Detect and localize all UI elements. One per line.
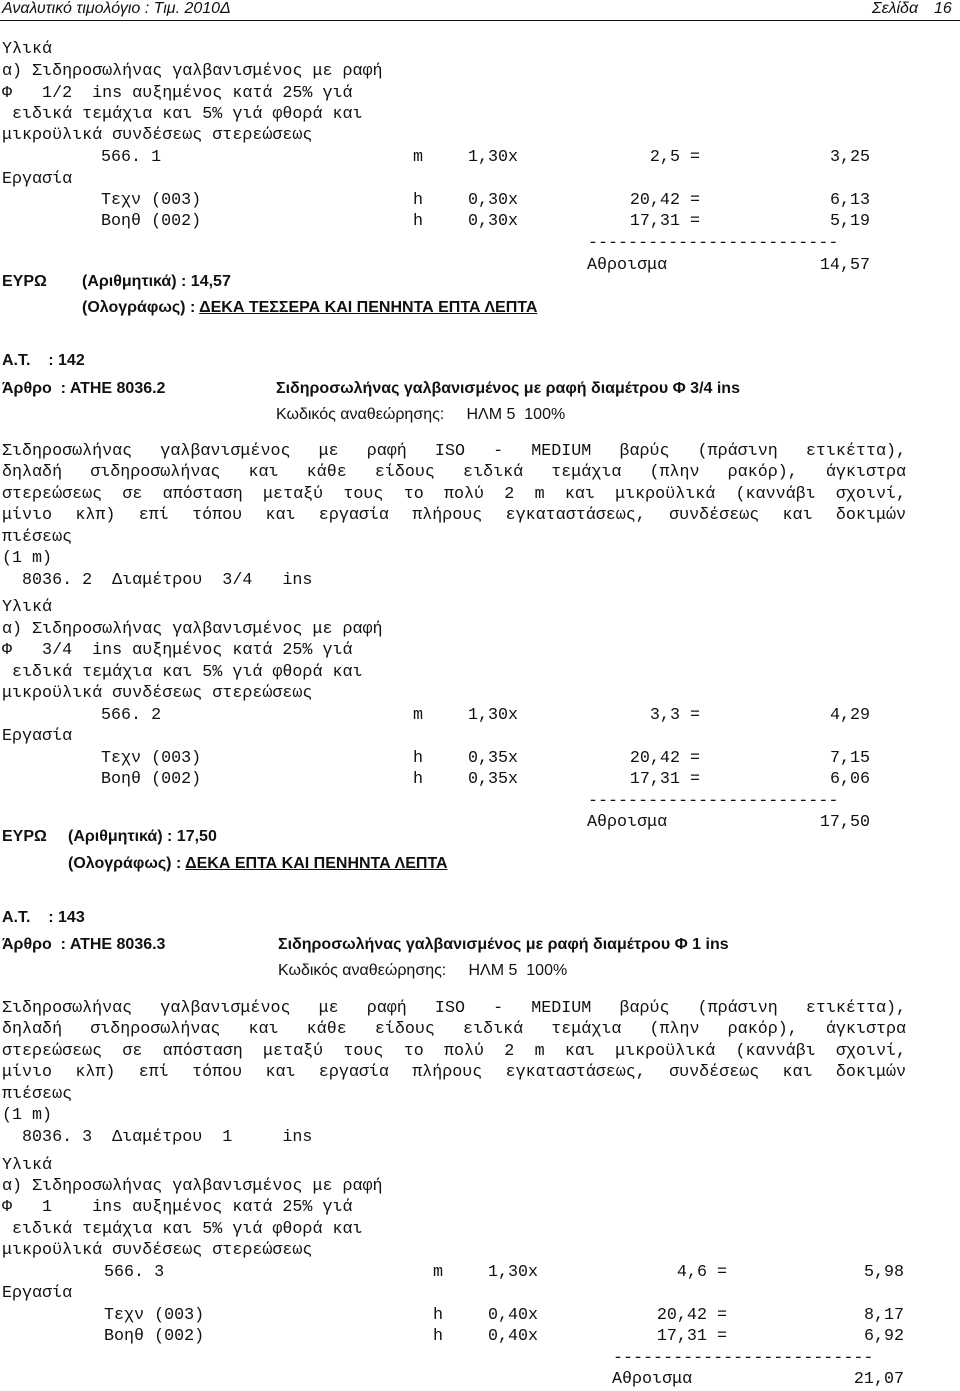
header-rule — [0, 20, 960, 21]
labor-code: Βοηθ (002) — [104, 1327, 205, 1346]
labor-unit: h — [413, 191, 424, 210]
labor-qty: 0,35x — [468, 770, 519, 789]
material-qty: 1,30x — [468, 148, 519, 167]
labor-total: 5,19 — [829, 212, 870, 231]
labor-code: Τεχν (003) — [101, 191, 202, 210]
description-line: Σιδηροσωλήνας γαλβανισμένος με ραφή ISO - MEDIUM βαρύς (πράσινη ετικέττα), — [2, 442, 906, 461]
description-line: δηλαδή σιδηροσωλήνας και κάθε είδους ειδικά τεμάχια (πλην ρακόρ), άγκιστρα — [2, 463, 906, 482]
material-line: α) Σιδηροσωλήνας γαλβανισμένος με ραφή — [2, 62, 383, 81]
material-qty: 1,30x — [468, 706, 519, 725]
labor-code: Τεχν (003) — [101, 749, 202, 768]
item-title: Σιδηροσωλήνας γαλβανισμένος με ραφή διαμέτρου Φ 1 ins — [278, 936, 729, 953]
labor-qty: 0,30x — [468, 212, 519, 231]
labor-price: 17,31 = — [656, 1327, 727, 1346]
sum-rule: ------------------------- — [588, 792, 839, 811]
description-line: στερεώσεως σε απόσταση μεταξύ τους το πολύ 2 m και μικροϋλικά (καννάβι σχοινί, — [2, 1042, 906, 1061]
sum-value: 17,50 — [819, 813, 870, 832]
description-line: Σιδηροσωλήνας γαλβανισμένος με ραφή ISO - MEDIUM βαρύς (πράσινη ετικέττα), — [2, 999, 906, 1018]
material-line: ειδικά τεμάχια και 5% γιά φθορά και — [2, 105, 363, 124]
page-number: 16 — [934, 0, 952, 17]
description-line: μίνιο κλπ) επί τόπου και εργασία πλήρους εγκαταστάσεως, συνδέσεως και δοκιμών — [2, 1063, 906, 1082]
labor-unit: h — [433, 1306, 444, 1325]
item-article: Άρθρο : ΑΤΗΕ 8036.3 — [2, 936, 166, 953]
material-line: μικροϋλικά συνδέσεως στερεώσεως — [2, 1241, 313, 1260]
description-line: μίνιο κλπ) επί τόπου και εργασία πλήρους εγκαταστάσεως, συνδέσεως και δοκιμών — [2, 506, 906, 525]
labor-qty: 0,30x — [468, 191, 519, 210]
material-line: ειδικά τεμάχια και 5% γιά φθορά και — [2, 663, 363, 682]
price-words — [68, 855, 448, 873]
material-line: α) Σιδηροσωλήνας γαλβανισμένος με ραφή — [2, 1177, 383, 1196]
labor-price: 20,42 = — [656, 1306, 727, 1325]
labor-unit: h — [413, 212, 424, 231]
price-words — [82, 299, 537, 317]
description-line: δηλαδή σιδηροσωλήνας και κάθε είδους ειδικά τεμάχια (πλην ρακόρ), άγκιστρα — [2, 1020, 906, 1039]
sum-label: Αθροισμα — [587, 813, 668, 832]
labor-price: 20,42 = — [629, 191, 700, 210]
page-label: Σελίδα — [872, 0, 919, 17]
material-total: 5,98 — [863, 1263, 904, 1282]
material-line: Φ 1 ins αυξημένος κατά 25% γιά — [2, 1198, 353, 1217]
item-title: Σιδηροσωλήνας γαλβανισμένος με ραφή διαμέτρου Φ 3/4 ins — [276, 380, 740, 397]
labor-price: 17,31 = — [629, 770, 700, 789]
material-price: 4,6 = — [676, 1263, 727, 1282]
price-numeric: (Αριθμητικά) : 17,50 — [68, 828, 217, 845]
labor-price: 17,31 = — [629, 212, 700, 231]
currency-label: ΕΥΡΩ — [2, 828, 47, 845]
subitem-line: 8036. 2 Διαμέτρου 3/4 ins — [2, 571, 313, 590]
material-qty: 1,30x — [488, 1263, 539, 1282]
document-header-title: Αναλυτικό τιμολόγιο : Τιμ. 2010Δ — [2, 0, 231, 17]
material-price: 2,5 = — [649, 148, 700, 167]
sum-value: 21,07 — [853, 1370, 904, 1389]
sum-label: Αθροισμα — [587, 256, 668, 275]
item-revision: Κωδικός αναθεώρησης: ΗΛΜ 5 100% — [278, 962, 568, 979]
sum-rule: -------------------------- — [613, 1349, 874, 1368]
price-words-value: ΔΕΚΑ ΤΕΣΣΕΡΑ ΚΑΙ ΠΕΝΗΝΤΑ ΕΠΤΑ ΛΕΠΤΑ — [199, 299, 538, 316]
price-words-value: ΔΕΚΑ ΕΠΤΑ ΚΑΙ ΠΕΝΗΝΤΑ ΛΕΠΤΑ — [185, 855, 448, 872]
item-revision: Κωδικός αναθεώρησης: ΗΛΜ 5 100% — [276, 406, 566, 423]
description-line: στερεώσεως σε απόσταση μεταξύ τους το πολύ 2 m και μικροϋλικά (καννάβι σχοινί, — [2, 485, 906, 504]
labor-unit: h — [433, 1327, 444, 1346]
description-line: πιέσεως — [2, 528, 73, 547]
material-unit: m — [433, 1263, 444, 1282]
labor-label: Εργασία — [2, 727, 73, 746]
price-words-prefix: (Ολογράφως) : — [68, 855, 186, 872]
unit-line: (1 m) — [2, 1106, 53, 1125]
labor-qty: 0,40x — [488, 1306, 539, 1325]
material-line: μικροϋλικά συνδέσεως στερεώσεως — [2, 684, 313, 703]
labor-total: 6,92 — [863, 1327, 904, 1346]
material-code: 566. 2 — [101, 706, 162, 725]
labor-unit: h — [413, 770, 424, 789]
labor-label: Εργασία — [2, 1284, 73, 1303]
materials-label: Υλικά — [2, 40, 53, 59]
sum-value: 14,57 — [819, 256, 870, 275]
labor-code: Βοηθ (002) — [101, 212, 202, 231]
unit-line: (1 m) — [2, 549, 53, 568]
materials-label: Υλικά — [2, 1156, 53, 1175]
price-numeric: (Αριθμητικά) : 14,57 — [82, 273, 231, 290]
item-number: Α.Τ. : 142 — [2, 352, 85, 369]
labor-qty: 0,35x — [468, 749, 519, 768]
labor-price: 20,42 = — [629, 749, 700, 768]
material-line: Φ 1/2 ins αυξημένος κατά 25% γιά — [2, 84, 353, 103]
sum-rule: ------------------------- — [588, 234, 839, 253]
material-price: 3,3 = — [649, 706, 700, 725]
labor-total: 6,06 — [829, 770, 870, 789]
item-number: Α.Τ. : 143 — [2, 909, 85, 926]
item-article: Άρθρο : ΑΤΗΕ 8036.2 — [2, 380, 166, 397]
labor-code: Βοηθ (002) — [101, 770, 202, 789]
material-line: ειδικά τεμάχια και 5% γιά φθορά και — [2, 1220, 363, 1239]
description-line: πιέσεως — [2, 1085, 73, 1104]
material-total: 3,25 — [829, 148, 870, 167]
labor-label: Εργασία — [2, 170, 73, 189]
labor-code: Τεχν (003) — [104, 1306, 205, 1325]
currency-label: ΕΥΡΩ — [2, 273, 47, 290]
material-unit: m — [413, 148, 424, 167]
material-line: μικροϋλικά συνδέσεως στερεώσεως — [2, 126, 313, 145]
material-unit: m — [413, 706, 424, 725]
material-total: 4,29 — [829, 706, 870, 725]
labor-total: 8,17 — [863, 1306, 904, 1325]
labor-total: 6,13 — [829, 191, 870, 210]
labor-unit: h — [413, 749, 424, 768]
sum-label: Αθροισμα — [612, 1370, 693, 1389]
material-code: 566. 1 — [101, 148, 162, 167]
materials-label: Υλικά — [2, 598, 53, 617]
labor-total: 7,15 — [829, 749, 870, 768]
labor-qty: 0,40x — [488, 1327, 539, 1346]
material-line: Φ 3/4 ins αυξημένος κατά 25% γιά — [2, 641, 353, 660]
price-words-prefix: (Ολογράφως) : — [82, 299, 200, 316]
material-line: α) Σιδηροσωλήνας γαλβανισμένος με ραφή — [2, 620, 383, 639]
subitem-line: 8036. 3 Διαμέτρου 1 ins — [2, 1128, 313, 1147]
material-code: 566. 3 — [104, 1263, 165, 1282]
